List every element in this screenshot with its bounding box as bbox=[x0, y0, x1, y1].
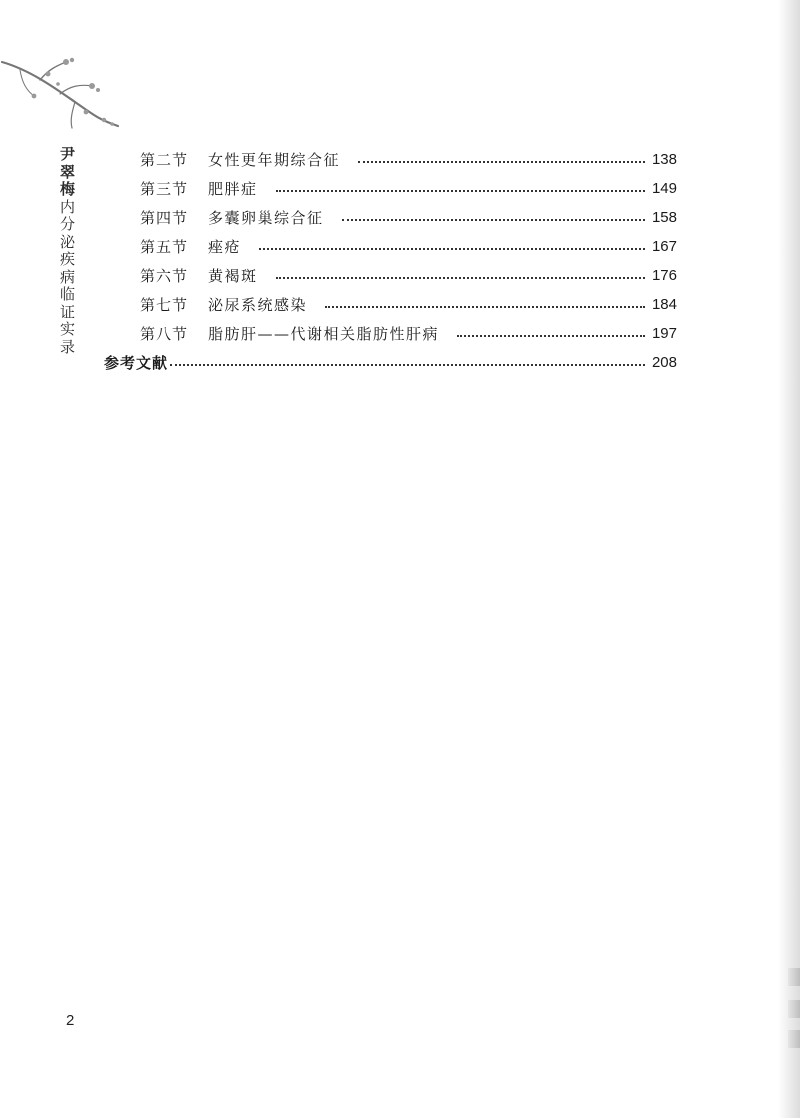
dot-leader bbox=[259, 248, 645, 250]
side-title-char: 内 bbox=[60, 197, 76, 216]
side-title-char: 疾 bbox=[60, 250, 76, 268]
page-reference: 176 bbox=[651, 266, 677, 284]
toc-entry[interactable] bbox=[140, 322, 677, 344]
side-title-char: 梅 bbox=[60, 180, 76, 198]
section-number: 第五节 bbox=[140, 237, 189, 256]
section-title: 脂肪肝——代谢相关脂肪性肝病 bbox=[208, 324, 440, 343]
plum-branch-icon bbox=[0, 40, 130, 135]
dot-leader bbox=[342, 219, 645, 221]
dot-leader bbox=[325, 306, 645, 308]
section-title: 黄褐斑 bbox=[208, 266, 258, 285]
section-number: 第四节 bbox=[140, 208, 189, 227]
dot-leader bbox=[276, 190, 645, 192]
page-edge-shadow bbox=[778, 0, 800, 1118]
toc-entry[interactable] bbox=[140, 264, 677, 286]
page-reference: 167 bbox=[651, 237, 677, 255]
side-title-char: 分 bbox=[60, 215, 76, 233]
dot-leader bbox=[457, 335, 645, 337]
page-number: 2 bbox=[66, 1012, 75, 1029]
section-title: 多囊卵巢综合征 bbox=[208, 208, 324, 227]
page-edge-tab bbox=[788, 1000, 800, 1018]
side-title-char: 病 bbox=[60, 267, 76, 286]
side-title-char: 证 bbox=[60, 302, 76, 321]
page-reference: 184 bbox=[651, 295, 677, 313]
section-number: 第八节 bbox=[140, 324, 189, 343]
section-number: 第三节 bbox=[140, 179, 189, 198]
page-reference: 197 bbox=[651, 324, 677, 342]
toc-entry[interactable] bbox=[140, 293, 677, 315]
page-reference: 208 bbox=[651, 353, 677, 371]
section-title: 女性更年期综合征 bbox=[208, 150, 341, 169]
toc-entry[interactable] bbox=[140, 177, 677, 199]
section-number: 第二节 bbox=[140, 150, 189, 169]
dot-leader bbox=[170, 364, 645, 366]
side-title-char: 录 bbox=[60, 337, 76, 356]
section-number: 第七节 bbox=[140, 295, 189, 314]
toc-entry[interactable] bbox=[140, 235, 677, 257]
section-title: 泌尿系统感染 bbox=[208, 295, 308, 314]
toc-entry[interactable] bbox=[140, 206, 677, 228]
page-edge-tab bbox=[788, 968, 800, 986]
section-number: 第六节 bbox=[140, 266, 189, 285]
side-title-char: 实 bbox=[60, 320, 76, 338]
section-title: 肥胖症 bbox=[208, 179, 258, 198]
page-reference: 158 bbox=[651, 208, 677, 226]
book-side-title bbox=[60, 146, 75, 356]
dot-leader bbox=[358, 161, 645, 163]
references-title: 参考文献 bbox=[104, 353, 169, 372]
side-title-char: 尹 bbox=[60, 145, 76, 163]
section-title: 痤疮 bbox=[208, 237, 242, 256]
page-reference: 149 bbox=[651, 179, 677, 197]
page-reference: 138 bbox=[651, 150, 677, 168]
toc-entry-references[interactable] bbox=[104, 351, 677, 373]
toc-entry[interactable] bbox=[140, 148, 677, 170]
dot-leader bbox=[276, 277, 645, 279]
page-edge-tab bbox=[788, 1030, 800, 1048]
side-title-char: 临 bbox=[60, 285, 76, 303]
side-title-char: 泌 bbox=[60, 232, 76, 251]
side-title-char: 翠 bbox=[60, 162, 76, 181]
